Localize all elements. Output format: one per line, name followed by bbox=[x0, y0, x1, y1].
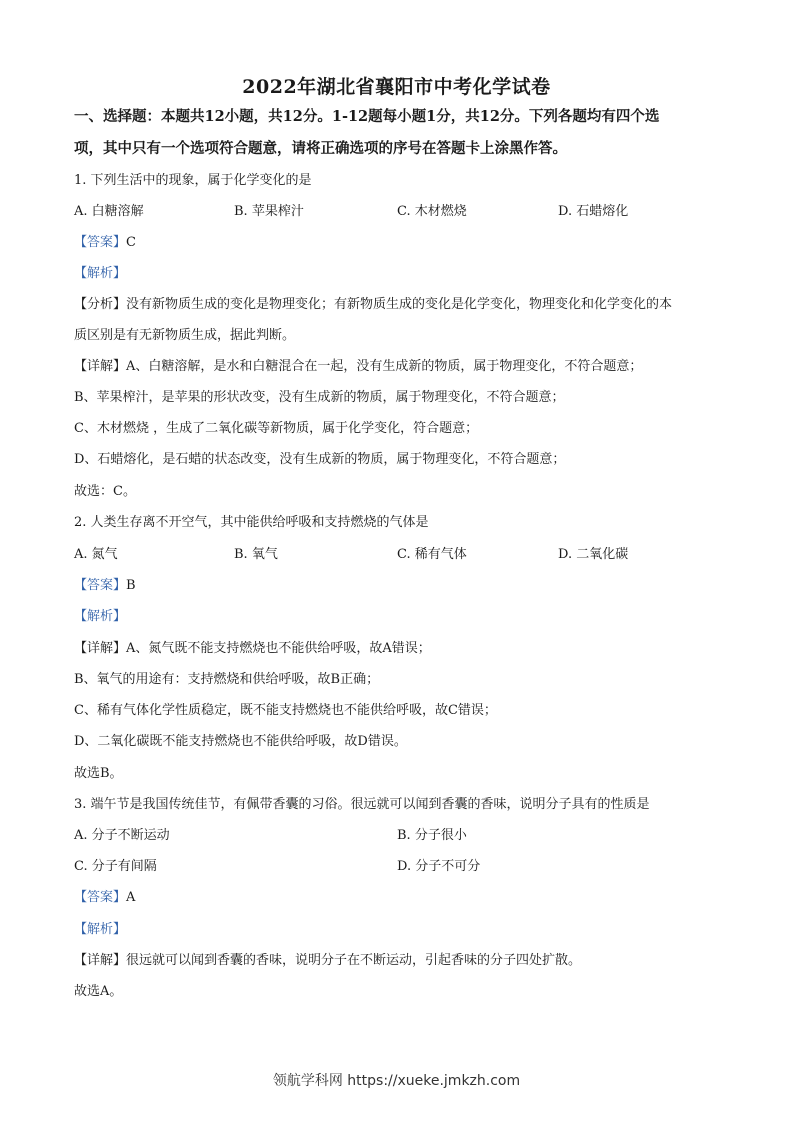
q3-option-c: C. 分子有间隔 bbox=[74, 859, 157, 874]
fenxi-text: 没有新物质生成的变化是物理变化；有新物质生成的变化是化学变化，物理变化和化学变化的本 bbox=[126, 297, 673, 312]
detail-text: A、白糖溶解，是水和白糖混合在一起，没有生成新的物质，属于物理变化，不符合题意； bbox=[126, 359, 643, 374]
section-heading-line-2: 项，其中只有一个选项符合题意，请将正确选项的序号在答题卡上涂黑作答。 bbox=[74, 140, 567, 157]
detail-tag: 【详解】 bbox=[74, 641, 127, 656]
q3-conclusion: 故选A。 bbox=[74, 984, 123, 999]
detail-text: A、氮气既不能支持燃烧也不能供给呼吸，故A错误； bbox=[126, 641, 431, 656]
q1-option-c: C. 木材燃烧 bbox=[397, 204, 467, 219]
answer-value: B bbox=[126, 578, 136, 593]
q3-analysis-tag: 【解析】 bbox=[74, 922, 127, 937]
answer-tag: 【答案】 bbox=[74, 890, 127, 905]
q2-conclusion: 故选B。 bbox=[74, 766, 123, 781]
q1-detail-line-2: B、苹果榨汁，是苹果的形状改变，没有生成新的物质，属于物理变化，不符合题意； bbox=[74, 390, 565, 405]
fenxi-tag: 【分析】 bbox=[74, 297, 127, 312]
q2-detail-line-1 bbox=[74, 640, 431, 658]
question-1-stem: 1. 下列生活中的现象，属于化学变化的是 bbox=[74, 173, 312, 188]
q2-option-d: D. 二氧化碳 bbox=[558, 547, 629, 562]
q1-analysis-tag: 【解析】 bbox=[74, 266, 127, 281]
footer-watermark: 领航学科网 https://xueke.jmkzh.com bbox=[272, 1073, 521, 1089]
q2-detail-line-2: B、氧气的用途有：支持燃烧和供给呼吸，故B正确； bbox=[74, 672, 380, 687]
q1-detail-line-4: D、石蜡熔化，是石蜡的状态改变，没有生成新的物质，属于物理变化，不符合题意； bbox=[74, 452, 566, 467]
q1-option-b: B. 苹果榨汁 bbox=[234, 204, 304, 219]
section-heading-line-1: 一、选择题：本题共12小题，共12分。1-12题每小题1分，共12分。下列各题均有四个选 bbox=[74, 108, 660, 125]
question-3-stem: 3. 端午节是我国传统佳节，有佩带香囊的习俗。很远就可以闻到香囊的香味，说明分子具有的性质是 bbox=[74, 797, 650, 812]
answer-value: C bbox=[126, 235, 136, 250]
answer-tag: 【答案】 bbox=[74, 235, 127, 250]
q2-option-b: B. 氧气 bbox=[234, 547, 278, 562]
detail-tag: 【详解】 bbox=[74, 359, 127, 374]
detail-tag: 【详解】 bbox=[74, 953, 127, 968]
q2-detail-line-3: C、稀有气体化学性质稳定，既不能支持燃烧也不能供给呼吸，故C错误； bbox=[74, 703, 497, 718]
q2-analysis-tag: 【解析】 bbox=[74, 609, 127, 624]
q3-answer bbox=[74, 889, 135, 907]
detail-text: 很远就可以闻到香囊的香味，说明分子在不断运动，引起香味的分子四处扩散。 bbox=[126, 953, 582, 968]
q1-option-a: A. 白糖溶解 bbox=[74, 204, 144, 219]
q3-detail-line-1 bbox=[74, 952, 581, 970]
question-2-stem: 2. 人类生存离不开空气，其中能供给呼吸和支持燃烧的气体是 bbox=[74, 515, 429, 530]
q1-detail-line-1 bbox=[74, 358, 642, 376]
q1-detail-line-3: C、木材燃烧 ，生成了二氧化碳等新物质，属于化学变化，符合题意； bbox=[74, 421, 479, 436]
q2-option-a: A. 氮气 bbox=[74, 547, 118, 562]
q3-option-b: B. 分子很小 bbox=[397, 828, 467, 843]
q2-detail-line-4: D、二氧化碳既不能支持燃烧也不能供给呼吸，故D错误。 bbox=[74, 734, 407, 749]
q3-option-a: A. 分子不断运动 bbox=[74, 828, 170, 843]
q1-fenxi-line-2: 质区别是有无新物质生成，据此判断。 bbox=[74, 328, 296, 343]
q1-fenxi-line-1 bbox=[74, 296, 672, 314]
q1-answer bbox=[74, 234, 136, 252]
answer-value: A bbox=[126, 890, 136, 905]
page-title: 2022年湖北省襄阳市中考化学试卷 bbox=[242, 76, 551, 98]
q2-option-c: C. 稀有气体 bbox=[397, 547, 467, 562]
q3-option-d: D. 分子不可分 bbox=[397, 859, 481, 874]
q2-answer bbox=[74, 577, 136, 595]
q1-conclusion: 故选：C。 bbox=[74, 484, 136, 499]
answer-tag: 【答案】 bbox=[74, 578, 127, 593]
q1-option-d: D. 石蜡熔化 bbox=[558, 204, 629, 219]
